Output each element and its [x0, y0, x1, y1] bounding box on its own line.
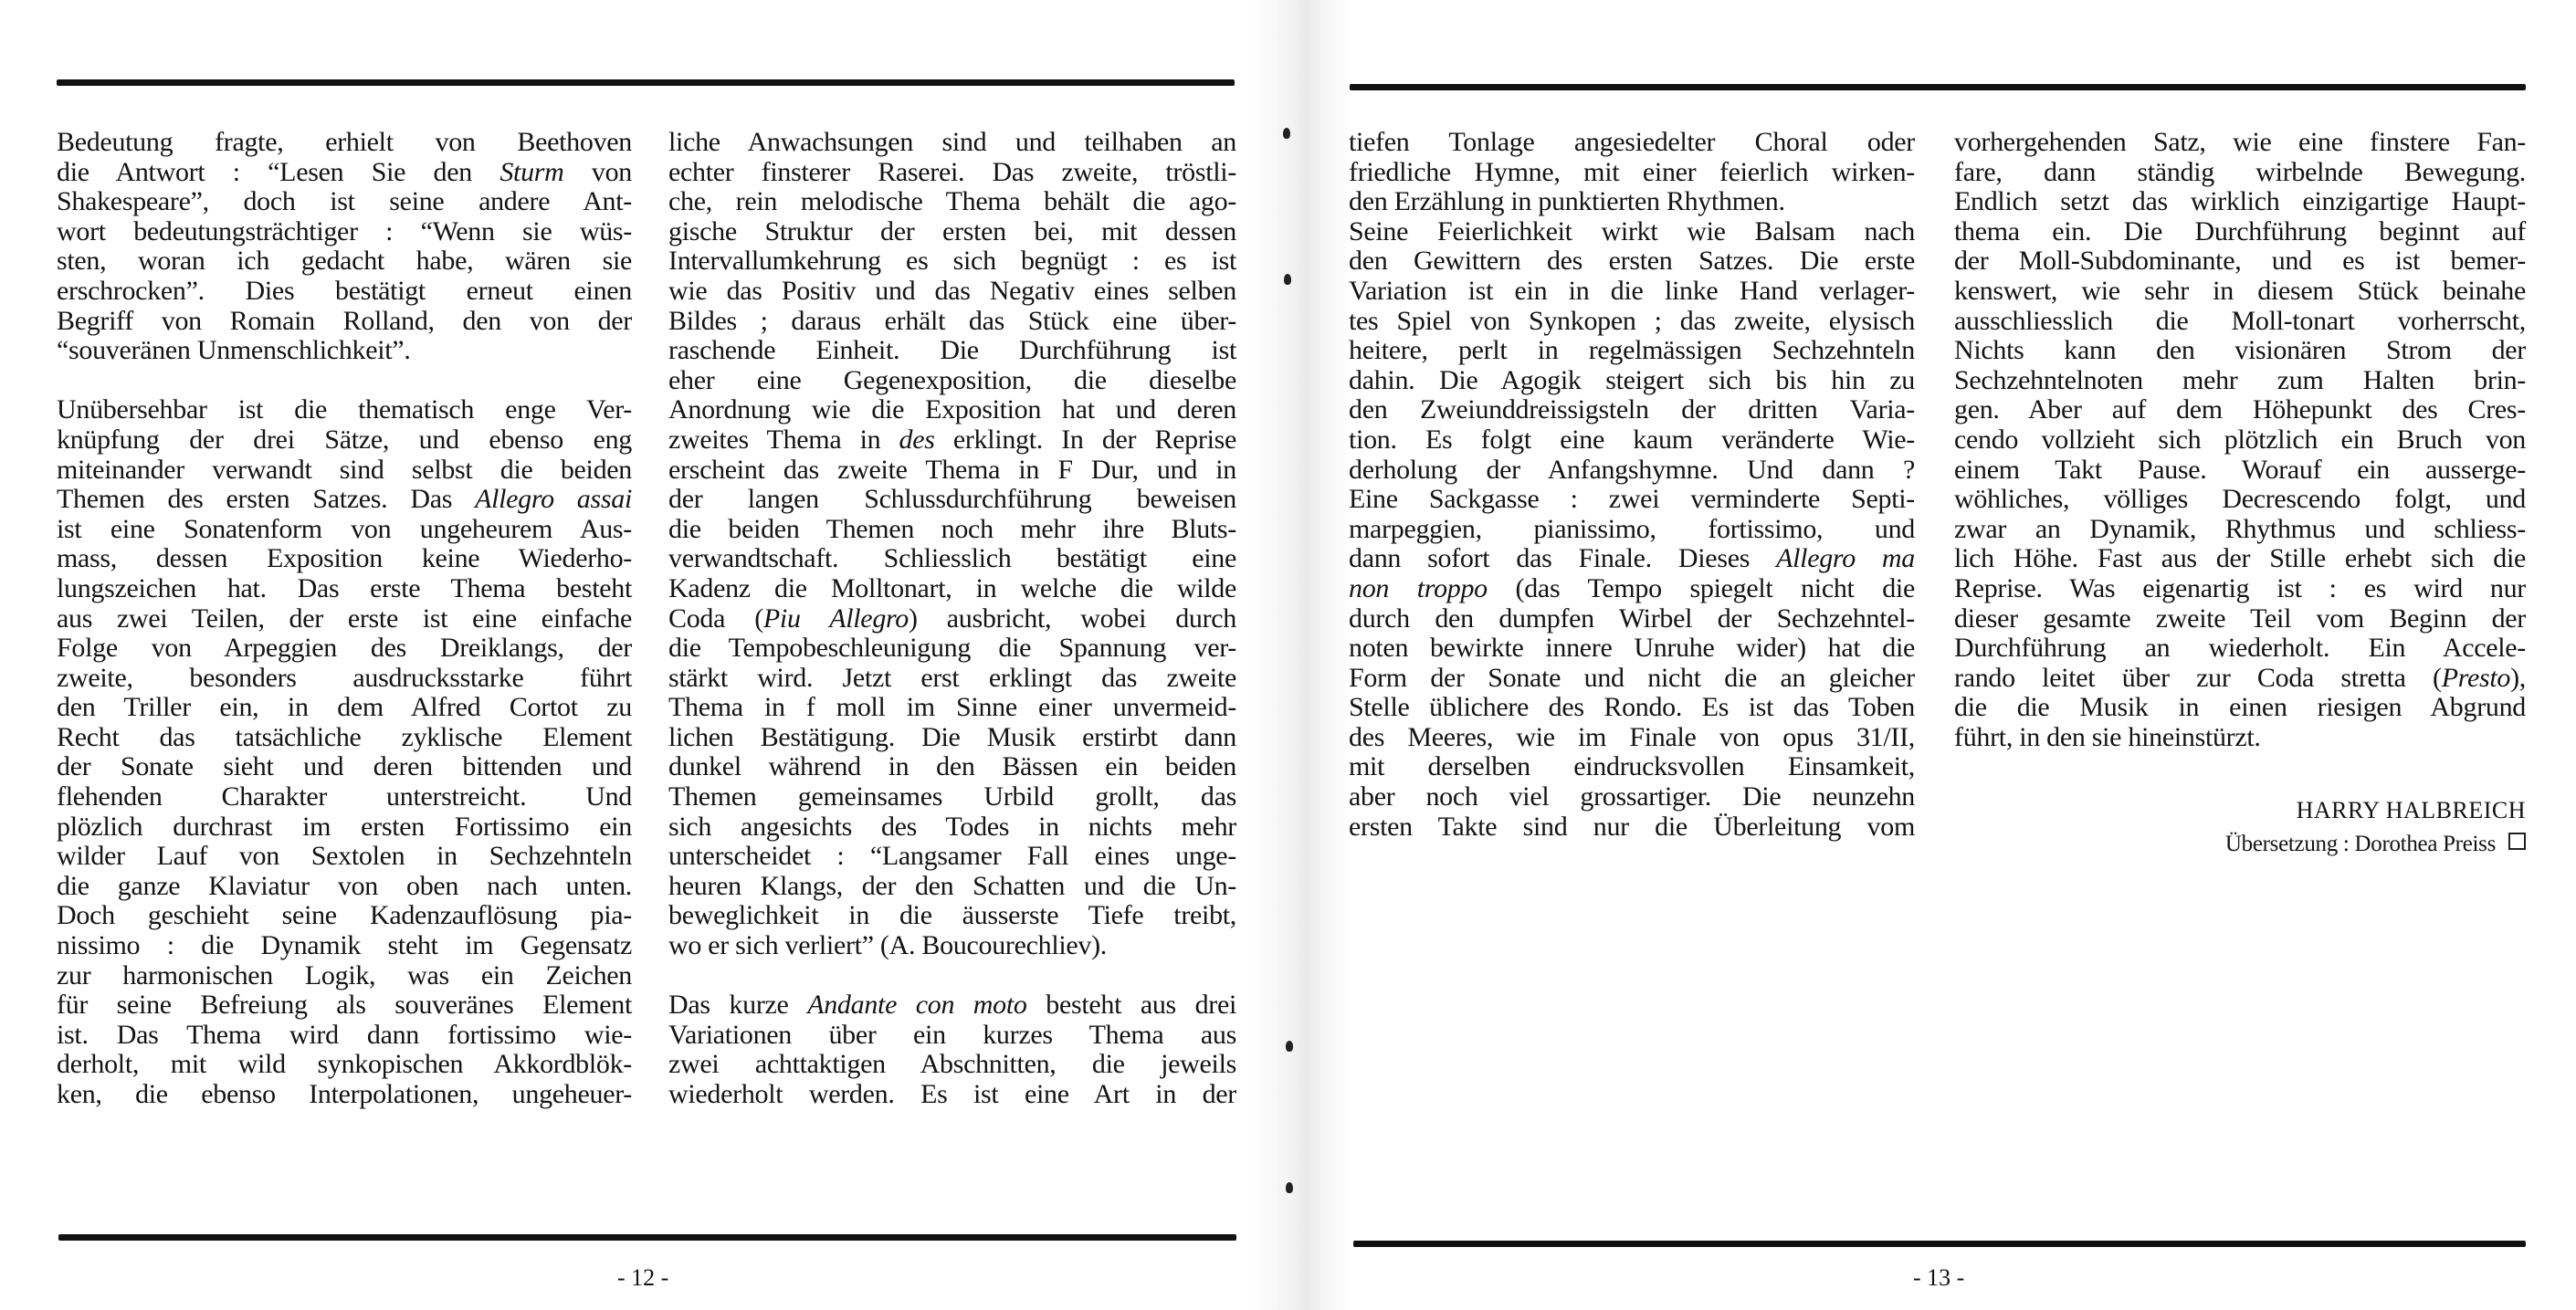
signature-block: [1954, 796, 2526, 859]
text-line: die beiden Themen noch mehr ihre Bluts-: [668, 513, 1236, 544]
text-line: Variation ist ein in die linke Hand verlager-: [1349, 275, 1915, 306]
text-line: tion. Es folgt eine kaum veränderte Wie-: [1349, 424, 1915, 455]
text-line: Bildes ; daraus erhält das Stück eine über-: [668, 305, 1236, 336]
text-line: für seine Befreiung als souveränes Element: [57, 990, 632, 1021]
text-run: erklingt. In der Reprise: [934, 424, 1236, 455]
staple-mark-icon: [1286, 1041, 1293, 1052]
text-run: rando leitet über zur Coda stretta (: [1954, 662, 2442, 693]
text-line: [668, 604, 1236, 634]
text-line: friedliche Hymne, mit einer feierlich wirken-: [1349, 156, 1915, 187]
text-line: miteinander verwandt sind selbst die beiden: [57, 454, 632, 485]
text-run: Themen des ersten Satzes. Das: [57, 484, 476, 515]
text-line: [668, 990, 1236, 1021]
top-rule-right: [1350, 84, 2526, 90]
text-line: ersten Takte sind nur die Überleitung vom: [1349, 811, 1915, 842]
text-line: Form der Sonate und nicht die an gleicher: [1349, 662, 1915, 693]
paragraph: [668, 990, 1236, 1109]
staple-mark-icon: [1284, 274, 1291, 285]
text-line: heuren Klangs, der den Schatten und die Un-: [668, 870, 1236, 901]
text-line: durch den dumpfen Wirbel der Sechzehntel-: [1349, 603, 1915, 634]
text-line: vorhergehenden Satz, wie eine finstere Fan-: [1954, 127, 2526, 157]
text-line: sten, woran ich gedacht habe, wären sie: [57, 246, 632, 277]
italic-tempo: Presto: [2441, 662, 2511, 693]
italic-tempo: Allegro assai: [475, 484, 632, 515]
text-line: wiederholt werden. Es ist eine Art in der: [668, 1079, 1236, 1109]
text-line: den Zweiunddreissigsteln der dritten Varia-: [1349, 394, 1915, 425]
paragraph: [57, 128, 632, 366]
text-line: [1349, 574, 1915, 604]
text-line: Thema in f moll im Sinne einer unvermeid-: [668, 692, 1236, 723]
text-run: von: [563, 156, 632, 187]
text-line: Begriff von Romain Rolland, den von der: [57, 305, 632, 336]
text-line: Themen gemeinsames Urbild grollt, das: [668, 781, 1236, 812]
staple-mark-icon: [1286, 1182, 1293, 1193]
text-line: Stelle üblichere des Rondo. Es ist das Toben: [1349, 692, 1915, 723]
text-line: ausschliesslich die Moll-tonart vorherrscht,: [1954, 305, 2526, 336]
text-line: cendo vollzieht sich plötzlich ein Bruch von: [1954, 424, 2526, 455]
text-line: wo er sich verliert” (A. Boucourechliev).: [668, 930, 1108, 961]
text-line: thema ein. Die Durchführung beginnt auf: [1954, 215, 2526, 246]
text-line: marpeggien, pianissimo, fortissimo, und: [1349, 513, 1915, 544]
text-line: mass, dessen Exposition keine Wiederho-: [57, 543, 632, 574]
column-4: [1954, 128, 2526, 860]
italic-tempo: non troppo: [1349, 572, 1488, 603]
text-line: knüpfung der drei Sätze, und ebenso eng: [57, 424, 632, 455]
paragraph: [1349, 128, 1915, 842]
text-line: Sechzehntelnoten mehr zum Halten brin-: [1954, 364, 2526, 395]
text-line: die Tempobeschleunigung die Spannung ver-: [668, 633, 1236, 664]
text-line: [57, 485, 632, 515]
text-line: der langen Schlussdurchführung beweisen: [668, 484, 1236, 515]
text-line: Endlich setzt das wirklich einzigartige Haupt-: [1954, 186, 2526, 217]
italic-key: des: [899, 424, 935, 455]
staple-mark-icon: [1283, 128, 1290, 139]
text-line: gische Struktur der ersten bei, mit dessen: [668, 215, 1236, 246]
text-line: Eine Sackgasse : zwei verminderte Septi-: [1349, 484, 1915, 515]
text-line: che, rein melodische Thema behält die ago-: [668, 186, 1236, 217]
text-line: dieser gesamte zweite Teil vom Beginn der: [1954, 603, 2526, 634]
text-line: erscheint das zweite Thema in F Dur, und in: [668, 454, 1236, 485]
text-line: plözlich durchrast im ersten Fortissimo ein: [57, 811, 632, 842]
text-line: dunkel während in den Bässen ein beiden: [668, 751, 1236, 782]
text-line: lichen Bestätigung. Die Musik erstirbt dann: [668, 721, 1236, 752]
text-run: Das kurze: [668, 990, 808, 1021]
text-line: den Gewittern des ersten Satzes. Die erste: [1349, 246, 1915, 277]
text-line: tes Spiel von Synkopen ; das zweite, elysisch: [1349, 305, 1915, 336]
text-line: Intervallumkehrung es sich begnügt : es ist: [668, 246, 1236, 277]
italic-tempo: Allegro ma: [1776, 543, 1915, 574]
text-line: Durchführung an wiederholt. Ein Accele-: [1954, 633, 2526, 664]
text-line: sich angesichts des Todes in nichts mehr: [668, 811, 1236, 842]
top-rule-left: [57, 79, 1235, 86]
text-line: [1954, 664, 2526, 694]
text-line: Doch geschieht seine Kadenzauflösung pia-: [57, 900, 632, 931]
text-line: [57, 158, 632, 188]
gutter-shadow: [1251, 0, 1351, 1310]
text-line: kenswert, wie sehr in diesem Stück beinahe: [1954, 275, 2526, 306]
text-line: die die Musik in einen riesigen Abgrund: [1954, 692, 2526, 723]
text-line: noten bewirkte innere Unruhe wider) hat die: [1349, 633, 1915, 664]
text-line: der Moll-Subdominante, und es ist bemer-: [1954, 246, 2526, 277]
text-line: Variationen über ein kurzes Thema aus: [668, 1019, 1236, 1050]
text-line: zwei achttaktigen Abschnitten, die jeweils: [668, 1049, 1236, 1080]
page-number-right: - 13 -: [1913, 1264, 1965, 1291]
text-line: fare, dann ständig wirbelnde Bewegung.: [1954, 156, 2526, 187]
text-line: zwar an Dynamik, Rhythmus und schliess-: [1954, 513, 2526, 544]
text-line: wort bedeutungsträchtiger : “Wenn sie wüs-: [57, 215, 632, 246]
square-end-mark-icon: [2508, 833, 2526, 850]
text-line: Anordnung wie die Exposition hat und deren: [668, 394, 1236, 425]
text-line: verwandtschaft. Schliesslich bestätigt eine: [668, 543, 1236, 574]
text-line: Nichts kann den visionären Strom der: [1954, 335, 2526, 366]
column-2: [668, 128, 1236, 1110]
text-line: Shakespeare”, doch ist seine andere Ant-: [57, 186, 632, 217]
text-line: unterscheidet : “Langsamer Fall eines unge-: [668, 841, 1236, 872]
text-line: wie das Positiv und das Negativ eines selben: [668, 275, 1236, 306]
text-line: ken, die ebenso Interpolationen, ungeheuer-: [57, 1079, 632, 1109]
text-line: lich Höhe. Fast aus der Stille erhebt sich die: [1954, 543, 2526, 574]
column-1: [57, 128, 632, 1110]
text-line: Seine Feierlichkeit wirkt wie Balsam nach: [1349, 215, 1915, 246]
italic-title: Sturm: [499, 156, 564, 187]
text-line: echter finsterer Raserei. Das zweite, tröstli-: [668, 156, 1236, 187]
text-line: Folge von Arpeggien des Dreiklangs, der: [57, 633, 632, 664]
text-line: zur harmonischen Logik, was ein Zeichen: [57, 959, 632, 990]
text-line: aber noch viel grossartiger. Die neunzehn: [1349, 781, 1915, 812]
bottom-rule-left: [58, 1234, 1236, 1241]
text-line: gen. Aber auf dem Höhepunkt des Cres-: [1954, 394, 2526, 425]
bottom-rule-right: [1353, 1241, 2526, 1247]
text-line: eher eine Gegenexposition, die dieselbe: [668, 364, 1236, 395]
text-line: des Meeres, wie im Finale von opus 31/II,: [1349, 721, 1915, 752]
text-line: [668, 425, 1236, 456]
paragraph: [57, 395, 632, 1109]
text-line: zweite, besonders ausdrucksstarke führt: [57, 662, 632, 693]
text-run: Coda (: [668, 603, 763, 634]
italic-tempo: Piu Allegro: [762, 603, 909, 634]
italic-tempo: Andante con moto: [807, 990, 1027, 1021]
text-line: Recht das tatsächliche zyklische Element: [57, 721, 632, 752]
text-line: wilder Lauf von Sextolen in Sechzehnteln: [57, 841, 632, 872]
text-line: flehenden Charakter unterstreicht. Und: [57, 781, 632, 812]
text-line: derholung der Anfangshymne. Und dann ?: [1349, 454, 1915, 485]
text-line: tiefen Tonlage angesiedelter Choral oder: [1349, 127, 1915, 157]
column-3: [1349, 128, 1915, 842]
text-line: heitere, perlt in regelmässigen Sechzehnteln: [1349, 335, 1915, 366]
text-line: mit derselben eindrucksvollen Einsamkeit,: [1349, 751, 1915, 782]
text-line: der Sonate sieht und deren bittenden und: [57, 751, 632, 782]
text-line: ist. Das Thema wird dann fortissimo wie-: [57, 1019, 632, 1050]
text-run: besteht aus drei: [1026, 990, 1237, 1021]
translator-credit: [1954, 830, 2526, 860]
text-line: beweglichkeit in die äusserste Tiefe treibt,: [668, 900, 1236, 931]
text-run: dann sofort das Finale. Dieses: [1349, 543, 1777, 574]
text-line: die ganze Klaviatur von oben nach unten.: [57, 870, 632, 901]
text-line: Unübersehbar ist die thematisch enge Ver-: [57, 394, 632, 425]
text-line: [1349, 544, 1915, 574]
text-line: ist eine Sonatenform von ungeheurem Aus-: [57, 513, 632, 544]
page-number-left: - 12 -: [617, 1264, 669, 1291]
text-line: stärkt wird. Jetzt erst erklingt das zweite: [668, 662, 1236, 693]
text-line: derholt, mit wild synkopischen Akkordblök-: [57, 1049, 632, 1080]
text-run: (das Tempo spiegelt nicht die: [1487, 572, 1915, 603]
text-line: aus zwei Teilen, der erste ist eine einfache: [57, 603, 632, 634]
text-line: lungszeichen hat. Das erste Thema besteht: [57, 572, 632, 603]
text-line: führt, in den sie hineinstürzt.: [1954, 721, 2261, 752]
text-line: “souveränen Unmenschlichkeit”.: [57, 335, 411, 366]
text-line: Reprise. Was eigenartig ist : es wird nur: [1954, 572, 2526, 603]
text-line: den Erzählung in punktierten Rhythmen.: [1349, 186, 1785, 217]
text-line: Kadenz die Molltonart, in welche die wilde: [668, 572, 1236, 603]
text-line: liche Anwachsungen sind und teilhaben an: [668, 127, 1236, 157]
paragraph: [668, 128, 1236, 961]
text-run: ),: [2510, 662, 2526, 693]
text-run: ) ausbricht, wobei durch: [908, 603, 1236, 634]
text-line: raschende Einheit. Die Durchführung ist: [668, 335, 1236, 366]
text-line: den Triller ein, in dem Alfred Cortot zu: [57, 692, 632, 723]
translator-text: Übersetzung : Dorothea Preiss: [2224, 832, 2496, 857]
text-line: einem Takt Pause. Worauf ein ausserge-: [1954, 454, 2526, 485]
text-line: nissimo : die Dynamik steht im Gegensatz: [57, 930, 632, 961]
paragraph: [1954, 128, 2526, 752]
text-run: zweites Thema in: [668, 424, 899, 455]
text-run: die Antwort : “Lesen Sie den: [57, 156, 500, 187]
text-line: dahin. Die Agogik steigert sich bis hin zu: [1349, 364, 1915, 395]
text-line: wöhliches, völliges Decrescendo folgt, und: [1954, 484, 2526, 515]
author-name: HARRY HALBREICH: [2296, 797, 2526, 824]
text-line: Bedeutung fragte, erhielt von Beethoven: [57, 127, 632, 157]
text-line: erschrocken”. Dies bestätigt erneut einen: [57, 275, 632, 306]
